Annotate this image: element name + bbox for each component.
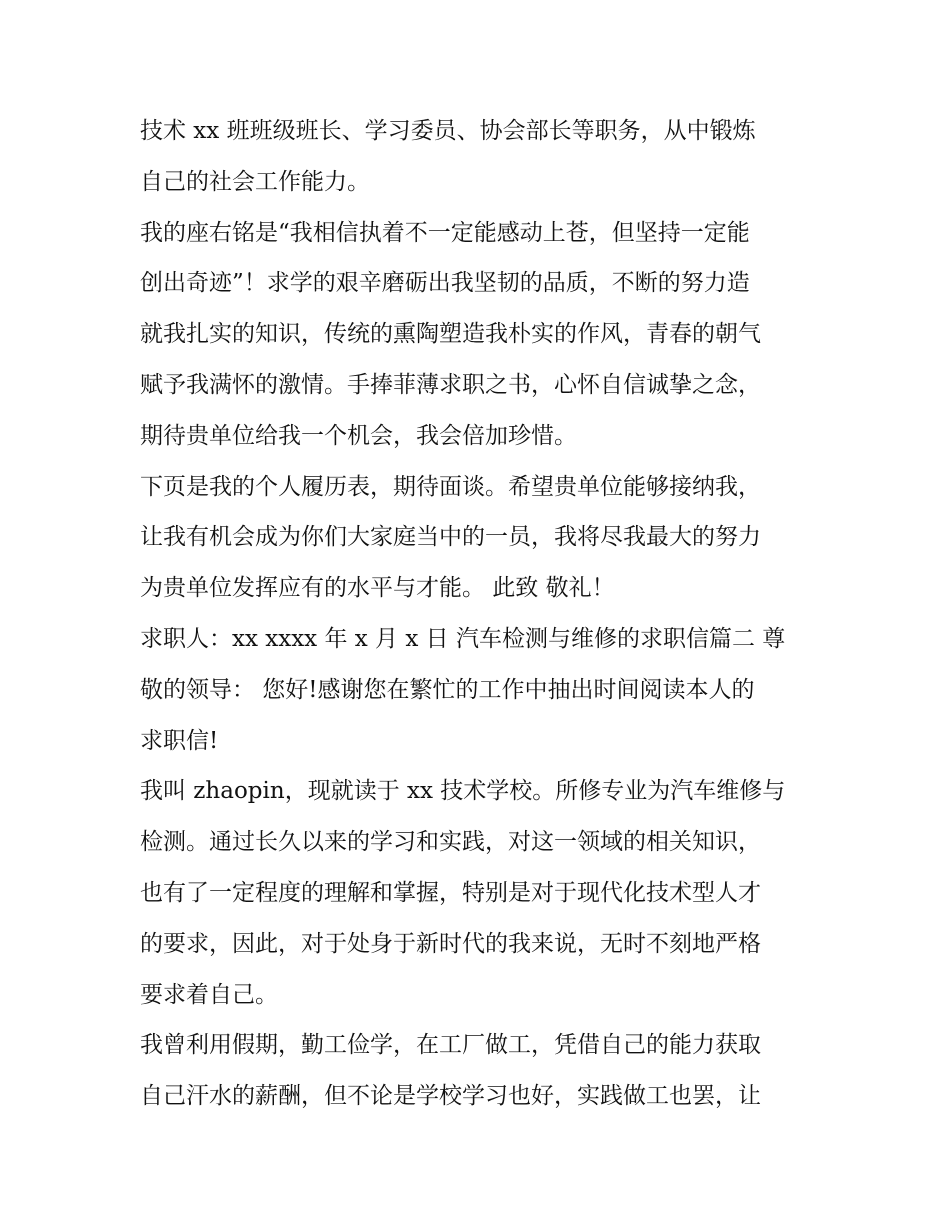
text-line: 的要求，因此，对于处身于新时代的我来说，无时不刻地严格 bbox=[140, 930, 761, 957]
text-line: 也有了一定程度的理解和掌握，特别是对于现代化技术型人才 bbox=[140, 879, 761, 906]
text-line: 我曾利用假期，勤工俭学，在工厂做工，凭借自己的能力获取 bbox=[140, 1032, 761, 1059]
text-line: 就我扎实的知识，传统的熏陶塑造我朴实的作风，青春的朝气 bbox=[140, 321, 761, 348]
text-line: 敬的领导： 您好!感谢您在繁忙的工作中抽出时间阅读本人的 bbox=[140, 676, 755, 703]
text-line: 为贵单位发挥应有的水平与才能。 此致 敬礼！ bbox=[140, 575, 615, 602]
text-line: 自己汗水的薪酬，但不论是学校学习也好，实践做工也罢，让 bbox=[140, 1083, 761, 1110]
text-line: 我叫 zhaopin，现就读于 xx 技术学校。所修专业为汽车维修与 bbox=[140, 778, 786, 805]
text-line: 赋予我满怀的激情。手捧菲薄求职之书，心怀自信诚挚之念， bbox=[140, 371, 761, 398]
text-line: 我的座右铭是“我相信执着不一定能感动上苍，但坚持一定能 bbox=[140, 219, 750, 246]
text-line: 求职信! bbox=[140, 727, 219, 754]
text-line: 期待贵单位给我一个机会，我会倍加珍惜。 bbox=[140, 422, 577, 449]
text-line: 要求着自己。 bbox=[140, 981, 278, 1008]
document-body bbox=[140, 106, 820, 1122]
text-line: 检测。通过长久以来的学习和实践，对这一领域的相关知识， bbox=[140, 829, 761, 856]
text-line: 自己的社会工作能力。 bbox=[140, 168, 370, 195]
text-line: 让我有机会成为你们大家庭当中的一员，我将尽我最大的努力 bbox=[140, 524, 761, 551]
text-line: 创出奇迹”！求学的艰辛磨砺出我坚韧的品质，不断的努力造 bbox=[140, 270, 750, 297]
text-line: 下页是我的个人履历表，期待面谈。希望贵单位能够接纳我， bbox=[140, 473, 761, 500]
text-line: 技术 xx 班班级班长、学习委员、协会部长等职务，从中锻炼 bbox=[140, 118, 756, 144]
text-line: 求职人：xx xxxx 年 x 月 x 日 汽车检测与维修的求职信篇二 尊 bbox=[140, 625, 786, 652]
